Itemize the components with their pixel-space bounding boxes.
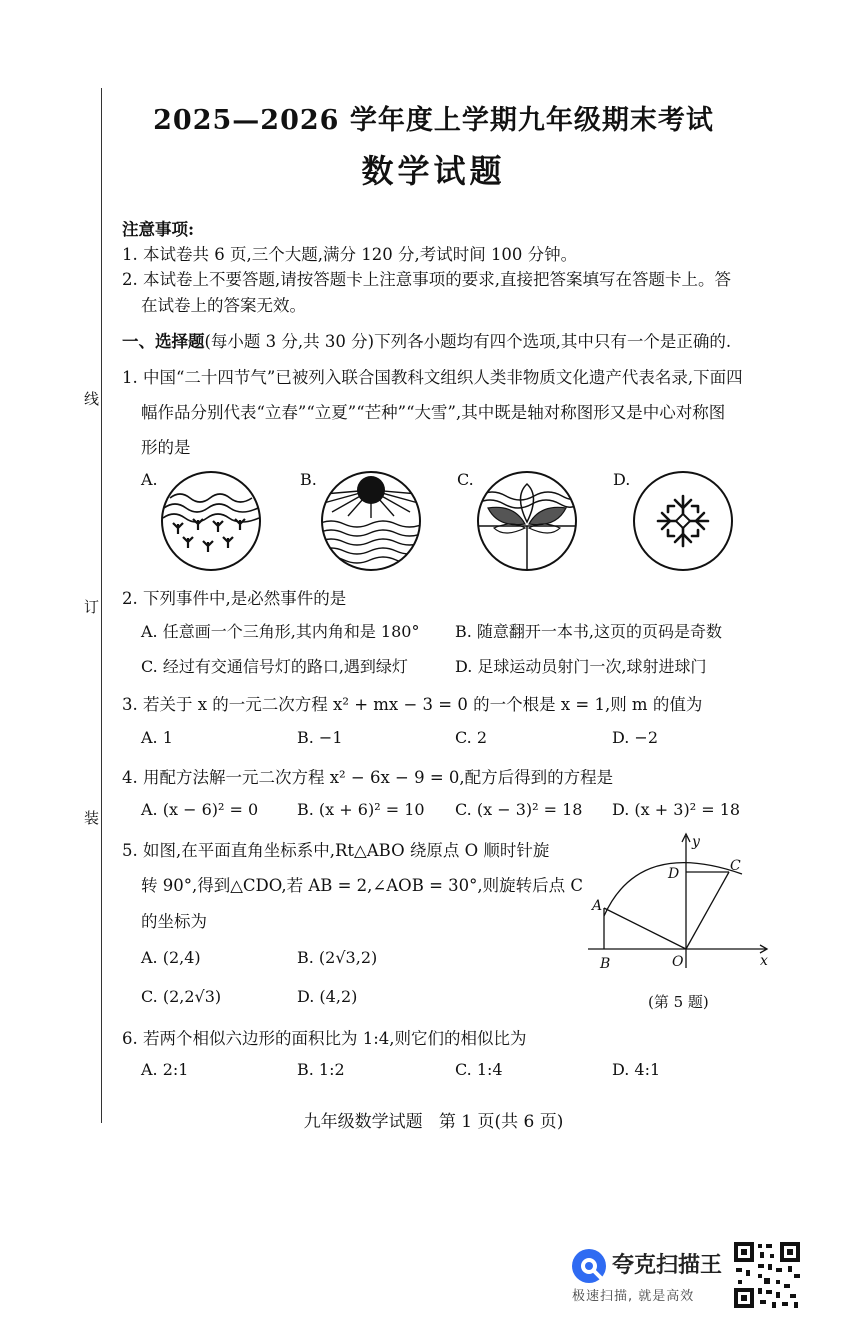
- side-label-line: 线: [84, 390, 100, 408]
- q2-option-a: A. 任意画一个三角形,其内角和是 180°: [141, 622, 420, 641]
- fig-label-b: B: [600, 956, 611, 972]
- q1-option-a-label: A.: [141, 470, 158, 489]
- q3-option-d: D. −2: [612, 728, 659, 747]
- q5-line-3: 的坐标为: [141, 912, 207, 931]
- q5-figure-caption: (第 5 题): [648, 993, 709, 1011]
- q3-option-a: A. 1: [141, 728, 173, 747]
- q4-option-a: A. (x − 6)² = 0: [141, 800, 259, 819]
- q2-option-b: B. 随意翻开一本书,这页的页码是奇数: [455, 622, 723, 641]
- figure-summer-begins: [318, 468, 424, 574]
- scanner-brand-name: 夸克扫描王: [612, 1253, 723, 1278]
- fig-label-c: C: [730, 858, 741, 874]
- qr-code-icon: [732, 1240, 802, 1310]
- q1-option-b-label: B.: [300, 470, 317, 489]
- q3-option-c: C. 2: [455, 728, 488, 747]
- q2-option-d: D. 足球运动员射门一次,球射进球门: [455, 657, 707, 676]
- q5-figure: [584, 828, 776, 974]
- section-label: 一、选择题: [122, 332, 205, 351]
- q5-option-a: A. (2,4): [141, 948, 201, 967]
- q6-option-a: A. 2:1: [141, 1060, 189, 1079]
- page-footer: 九年级数学试题 第 1 页(共 6 页): [303, 1112, 564, 1132]
- fig-label-o: O: [672, 954, 684, 970]
- notice-item-2: 2. 本试卷上不要答题,请按答题卡上注意事项的要求,直接把答案填写在答题卡上。答: [122, 270, 731, 289]
- q5-option-b: B. (2√3,2): [297, 948, 378, 967]
- notice-item-2-cont: 在试卷上的答案无效。: [141, 296, 306, 315]
- fig-label-d: D: [668, 866, 680, 882]
- q1-line-1: 1. 中国“二十四节气”已被列入联合国教科文组织人类非物质文化遗产代表名录,下面四: [122, 368, 743, 387]
- section-desc: (每小题 3 分,共 30 分)下列各小题均有四个选项,其中只有一个是正确的.: [204, 332, 732, 351]
- exam-subtitle: 数学试题: [361, 152, 506, 190]
- q3-stem: 3. 若关于 x 的一元二次方程 x² + mx − 3 = 0 的一个根是 x = 1,则 m 的值为: [122, 695, 703, 714]
- q4-option-c: C. (x − 3)² = 18: [455, 800, 583, 819]
- fig-label-x: x: [760, 953, 768, 969]
- q1-option-c-label: C.: [457, 470, 474, 489]
- q4-stem: 4. 用配方法解一元二次方程 x² − 6x − 9 = 0,配方后得到的方程是: [122, 768, 614, 787]
- q2-stem: 2. 下列事件中,是必然事件的是: [122, 589, 347, 608]
- figure-grain-in-ear: [474, 468, 580, 574]
- q5-option-d: D. (4,2): [297, 987, 358, 1006]
- q5-line-1: 5. 如图,在平面直角坐标系中,Rt△ABO 绕原点 O 顺时针旋: [122, 841, 550, 860]
- q6-option-c: C. 1:4: [455, 1060, 503, 1079]
- q6-option-b: B. 1:2: [297, 1060, 345, 1079]
- notice-item-1: 1. 本试卷共 6 页,三个大题,满分 120 分,考试时间 100 分钟。: [122, 245, 578, 264]
- figure-spring-begins: [158, 468, 264, 574]
- scanner-tagline: 极速扫描, 就是高效: [572, 1289, 695, 1304]
- q5-line-2: 转 90°,得到△CDO,若 AB = 2,∠AOB = 30°,则旋转后点 C: [141, 876, 583, 895]
- figure-major-snow: [630, 468, 736, 574]
- section-heading: [122, 328, 731, 352]
- fig-label-y: y: [692, 834, 700, 850]
- q2-option-c: C. 经过有交通信号灯的路口,遇到绿灯: [141, 657, 408, 676]
- fig-label-a: A: [592, 898, 603, 914]
- exam-title: 2025—2026 学年度上学期九年级期末考试: [153, 105, 714, 136]
- q4-option-d: D. (x + 3)² = 18: [612, 800, 741, 819]
- q6-option-d: D. 4:1: [612, 1060, 661, 1079]
- side-label-order: 订: [84, 598, 100, 616]
- q4-option-b: B. (x + 6)² = 10: [297, 800, 425, 819]
- side-label-bind: 装: [84, 809, 100, 827]
- q5-option-c: C. (2,2√3): [141, 987, 222, 1006]
- q1-option-d-label: D.: [613, 470, 631, 489]
- q3-option-b: B. −1: [297, 728, 343, 747]
- q6-stem: 6. 若两个相似六边形的面积比为 1:4,则它们的相似比为: [122, 1029, 527, 1048]
- q1-line-3: 形的是: [141, 438, 191, 457]
- quark-logo-icon: [570, 1247, 608, 1285]
- q1-line-2: 幅作品分别代表“立春”“立夏”“芒种”“大雪”,其中既是轴对称图形又是中心对称图: [141, 403, 726, 422]
- binding-line: [101, 88, 102, 1123]
- notice-heading: 注意事项:: [122, 220, 195, 239]
